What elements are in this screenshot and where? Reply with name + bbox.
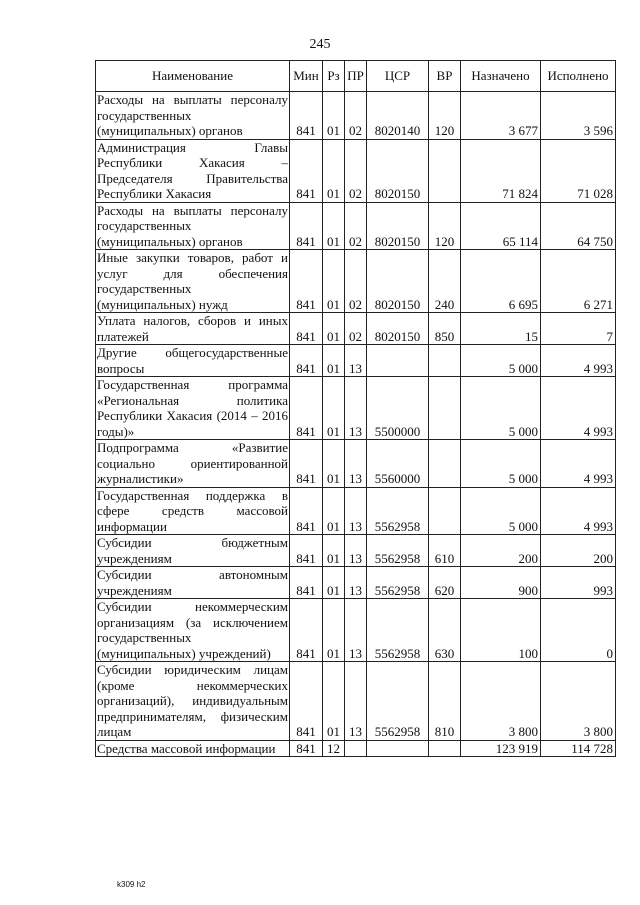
cell-min: 841 xyxy=(290,440,323,488)
cell-pr: 13 xyxy=(345,487,367,535)
cell-name: Расходы на выплаты персоналу государственных (муниципальных) органов xyxy=(97,92,288,138)
cell-csr: 5562958 xyxy=(367,567,429,599)
cell-executed: 64 750 xyxy=(541,202,616,250)
table-body xyxy=(96,92,616,757)
cell-csr: 5562958 xyxy=(367,599,429,662)
cell-min: 841 xyxy=(290,345,323,377)
cell-vr xyxy=(429,345,461,377)
cell-executed: 7 xyxy=(541,313,616,345)
cell-rz: 01 xyxy=(323,202,345,250)
cell-executed: 4 993 xyxy=(541,377,616,440)
cell-csr: 8020140 xyxy=(367,92,429,140)
cell-name: Уплата налогов, сборов и иных платежей xyxy=(97,313,288,344)
cell-pr: 02 xyxy=(345,250,367,313)
cell-pr: 13 xyxy=(345,662,367,741)
cell-executed: 4 993 xyxy=(541,487,616,535)
cell-vr xyxy=(429,440,461,488)
cell-name: Субсидии юридическим лицам (кроме некоммерческих организаций), индивидуальным предпринимателям, физическим лицам xyxy=(97,662,288,739)
cell-pr xyxy=(345,740,367,757)
cell-assigned: 5 000 xyxy=(461,440,541,488)
cell-assigned: 3 677 xyxy=(461,92,541,140)
cell-name: Государственная программа «Региональная политика Республики Хакасия (2014 – 2016 годы)» xyxy=(97,377,288,439)
cell-pr: 02 xyxy=(345,313,367,345)
cell-assigned: 5 000 xyxy=(461,345,541,377)
cell-vr: 630 xyxy=(429,599,461,662)
cell-csr xyxy=(367,740,429,757)
cell-name: Администрация Главы Республики Хакасия – Председателя Правительства Республики Хакасия xyxy=(97,139,288,201)
cell-assigned: 900 xyxy=(461,567,541,599)
table-row xyxy=(96,92,616,140)
table-row xyxy=(96,139,616,202)
cell-name: Иные закупки товаров, работ и услуг для обеспечения государственных (муниципальных) нужд xyxy=(97,250,288,312)
cell-executed: 3 800 xyxy=(541,662,616,741)
footer-code: k309 h2 xyxy=(117,880,146,889)
cell-rz: 01 xyxy=(323,250,345,313)
cell-min: 841 xyxy=(290,599,323,662)
cell-csr: 8020150 xyxy=(367,313,429,345)
cell-pr: 02 xyxy=(345,92,367,140)
cell-rz: 01 xyxy=(323,139,345,202)
cell-executed: 4 993 xyxy=(541,345,616,377)
cell-pr: 13 xyxy=(345,599,367,662)
cell-pr: 13 xyxy=(345,440,367,488)
cell-csr: 8020150 xyxy=(367,202,429,250)
cell-rz: 01 xyxy=(323,599,345,662)
cell-csr: 5562958 xyxy=(367,487,429,535)
cell-executed: 200 xyxy=(541,535,616,567)
cell-rz: 01 xyxy=(323,567,345,599)
cell-vr: 810 xyxy=(429,662,461,741)
cell-min: 841 xyxy=(290,250,323,313)
column-header-min: Мин xyxy=(290,61,323,92)
cell-pr: 13 xyxy=(345,377,367,440)
cell-assigned: 71 824 xyxy=(461,139,541,202)
cell-executed: 3 596 xyxy=(541,92,616,140)
cell-vr xyxy=(429,377,461,440)
cell-csr: 8020150 xyxy=(367,250,429,313)
cell-name: Государственная поддержка в сфере средств массовой информации xyxy=(97,487,288,534)
cell-assigned: 200 xyxy=(461,535,541,567)
table-row xyxy=(96,487,616,535)
column-header-executed: Исполнено xyxy=(541,61,616,92)
cell-executed: 993 xyxy=(541,567,616,599)
cell-rz: 01 xyxy=(323,535,345,567)
cell-executed: 0 xyxy=(541,599,616,662)
cell-assigned: 5 000 xyxy=(461,377,541,440)
cell-vr: 620 xyxy=(429,567,461,599)
cell-min: 841 xyxy=(290,567,323,599)
cell-assigned: 5 000 xyxy=(461,487,541,535)
table-row xyxy=(96,662,616,741)
column-header-pr: ПР xyxy=(345,61,367,92)
table-row xyxy=(96,345,616,377)
cell-name: Субсидии автономным учреждениям xyxy=(97,567,288,598)
cell-vr: 120 xyxy=(429,92,461,140)
page-number: 245 xyxy=(309,37,331,52)
cell-min: 841 xyxy=(290,313,323,345)
cell-pr: 02 xyxy=(345,202,367,250)
table-row xyxy=(96,250,616,313)
cell-assigned: 15 xyxy=(461,313,541,345)
cell-pr: 13 xyxy=(345,567,367,599)
table-row xyxy=(96,440,616,488)
cell-assigned: 65 114 xyxy=(461,202,541,250)
column-header-rz: Рз xyxy=(323,61,345,92)
cell-rz: 12 xyxy=(323,740,345,757)
column-header-vr: ВР xyxy=(429,61,461,92)
cell-min: 841 xyxy=(290,202,323,250)
cell-min: 841 xyxy=(290,535,323,567)
cell-assigned: 123 919 xyxy=(461,740,541,757)
table-row xyxy=(96,535,616,567)
cell-min: 841 xyxy=(290,662,323,741)
cell-rz: 01 xyxy=(323,345,345,377)
cell-csr: 5562958 xyxy=(367,662,429,741)
cell-name: Расходы на выплаты персоналу государственных (муниципальных) органов xyxy=(97,202,288,249)
cell-csr: 5562958 xyxy=(367,535,429,567)
cell-executed: 6 271 xyxy=(541,250,616,313)
cell-name: Другие общегосударственные вопросы xyxy=(97,345,288,376)
cell-executed: 4 993 xyxy=(541,440,616,488)
cell-vr: 120 xyxy=(429,202,461,250)
table-row xyxy=(96,567,616,599)
cell-name: Подпрограмма «Развитие социально ориентированной журналистики» xyxy=(97,440,288,486)
column-header-csr: ЦСР xyxy=(367,61,429,92)
cell-vr: 610 xyxy=(429,535,461,567)
cell-csr xyxy=(367,345,429,377)
cell-name: Субсидии бюджетным учреждениям xyxy=(97,535,288,566)
cell-vr xyxy=(429,487,461,535)
cell-pr: 02 xyxy=(345,139,367,202)
cell-executed: 114 728 xyxy=(541,740,616,757)
cell-name: Средства массовой информации xyxy=(96,740,290,757)
cell-rz: 01 xyxy=(323,377,345,440)
cell-min: 841 xyxy=(290,740,323,757)
cell-min: 841 xyxy=(290,139,323,202)
budget-table xyxy=(95,60,616,757)
cell-rz: 01 xyxy=(323,487,345,535)
cell-rz: 01 xyxy=(323,440,345,488)
cell-pr: 13 xyxy=(345,535,367,567)
cell-min: 841 xyxy=(290,377,323,440)
table-row xyxy=(96,377,616,440)
table-row xyxy=(96,599,616,662)
cell-rz: 01 xyxy=(323,313,345,345)
cell-assigned: 100 xyxy=(461,599,541,662)
cell-assigned: 6 695 xyxy=(461,250,541,313)
cell-csr: 8020150 xyxy=(367,139,429,202)
column-header-assigned: Назначено xyxy=(461,61,541,92)
table-header-row xyxy=(96,61,616,92)
cell-assigned: 3 800 xyxy=(461,662,541,741)
cell-csr: 5500000 xyxy=(367,377,429,440)
cell-csr: 5560000 xyxy=(367,440,429,488)
table-row xyxy=(96,202,616,250)
cell-min: 841 xyxy=(290,487,323,535)
cell-vr: 240 xyxy=(429,250,461,313)
cell-vr: 850 xyxy=(429,313,461,345)
table-row xyxy=(96,313,616,345)
cell-name: Субсидии некоммерческим организациям (за исключением государственных (муниципальных) учреждений) xyxy=(97,599,288,661)
cell-rz: 01 xyxy=(323,92,345,140)
table-row xyxy=(96,740,616,757)
cell-vr xyxy=(429,139,461,202)
cell-min: 841 xyxy=(290,92,323,140)
cell-rz: 01 xyxy=(323,662,345,741)
column-header-name: Наименование xyxy=(96,61,290,92)
cell-vr xyxy=(429,740,461,757)
cell-pr: 13 xyxy=(345,345,367,377)
cell-executed: 71 028 xyxy=(541,139,616,202)
